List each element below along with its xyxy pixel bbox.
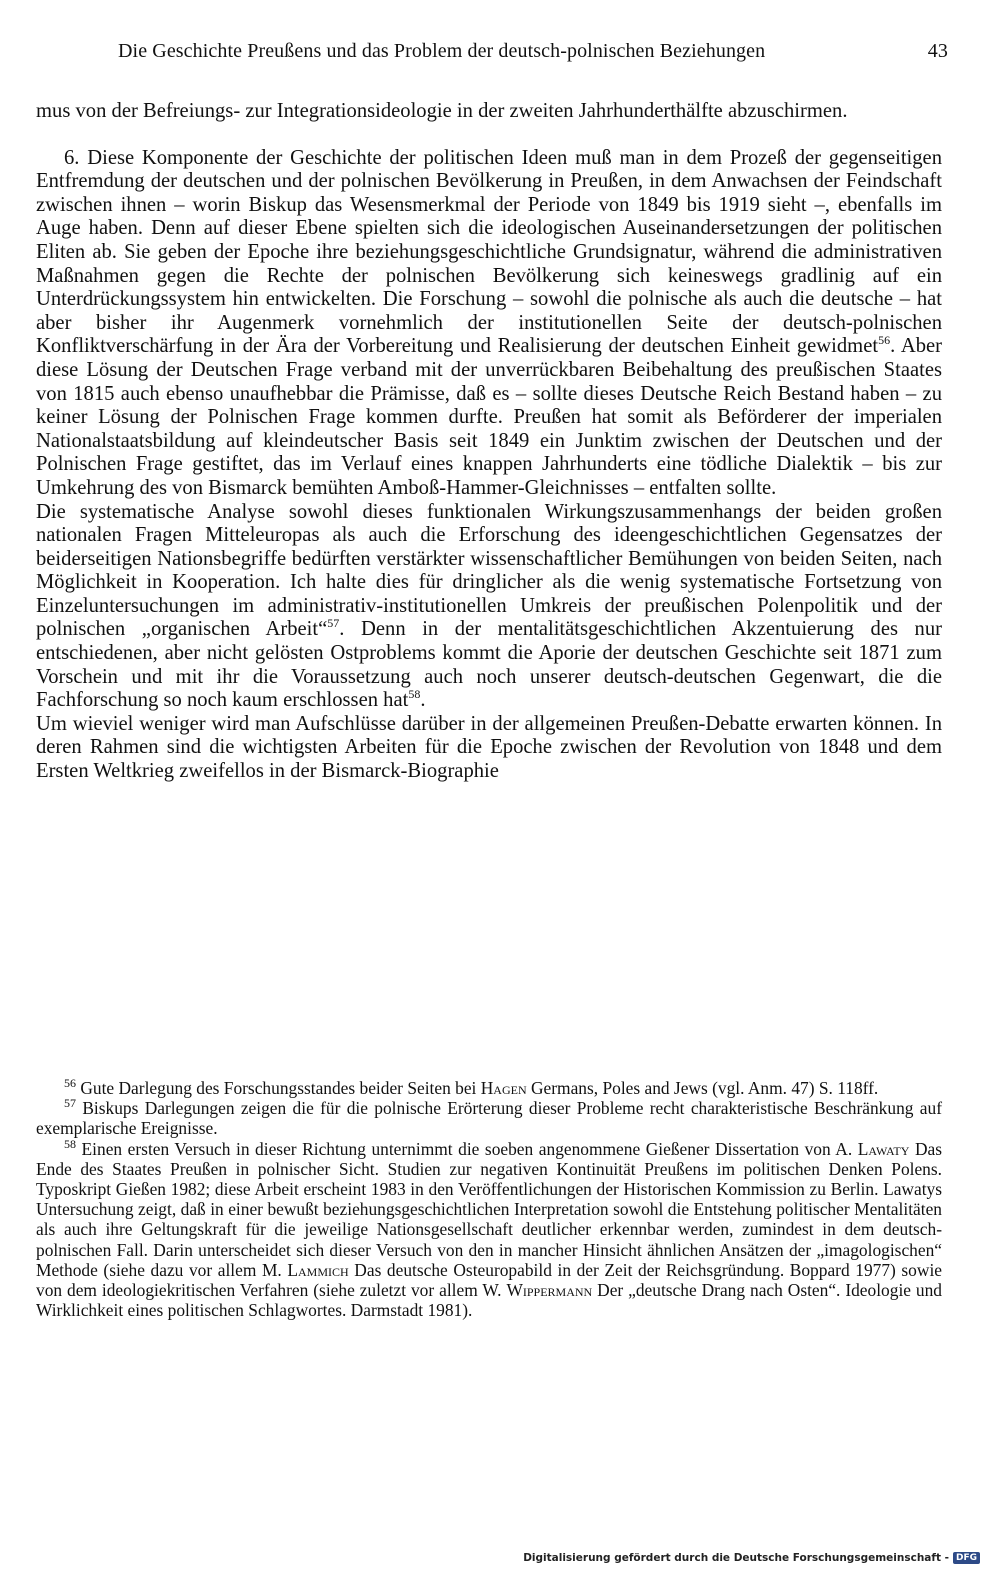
footnote-58-number: 58: [64, 1136, 76, 1151]
credit-text: Digitalisierung gefördert durch die Deutsche Forschungsgemeinschaft -: [523, 1552, 949, 1564]
running-title: Die Geschichte Preußens und das Problem der deutsch-polnischen Beziehungen: [118, 40, 766, 62]
footnote-58-text-a: Einen ersten Versuch in dieser Richtung unternimmt die soeben angenommene Gießener Dissertation von A.: [76, 1138, 858, 1159]
footnote-58-author-lammich: Lammich: [287, 1259, 349, 1280]
running-head: [118, 40, 948, 68]
footnote-56: [36, 1078, 942, 1098]
footnote-58-author-lawaty: Lawaty: [857, 1138, 910, 1159]
footnote-58-author-wippermann: Wippermann: [506, 1280, 593, 1301]
paragraph-4: [36, 713, 942, 784]
digitization-credit: [523, 1552, 980, 1564]
paragraph-1-text: mus von der Befreiungs- zur Integrationsideologie in der zweiten Jahrhunderthälfte abzuschirmen.: [36, 100, 848, 122]
footnote-56-text-a: Gute Darlegung des Forschungsstandes beider Seiten bei: [76, 1078, 481, 1098]
main-text: [36, 100, 942, 784]
section-6-text-b: . Aber diese Lösung der Deutschen Frage verband mit der unverrückbaren Beibehaltung des preußischen Staates von 1815 auch ebenso unaufhebbar die Prämisse, daß es – sollte dieses Deutsche Reich Bestand haben – zu keiner Lösung der Polnischen Frage kommen durfte. Preußen hat somit als Beförderer der imperialen Nationalstaatsbildung auf kleindeutscher Basis seit 1849 ein Junktim zwischen der Deutschen und der Polnischen Frage gestiftet, das im Verlauf eines knappen Jahrhunderts eine tödliche Dialektik – bis zur Umkehrung des von Bismarck bemühten Amboß-Hammer-Gleichnisses – entfalten sollte.: [36, 335, 943, 499]
footnote-56-number: 56: [64, 1076, 76, 1091]
footnote-58: [36, 1136, 943, 1321]
paragraph-1: [36, 100, 942, 124]
section-6-text-a: 6. Diese Komponente der Geschichte der politischen Ideen muß man in dem Prozeß der gegenseitigen Entfremdung der deutschen und der polnischen Bevölkerung in Preußen, in dem Anwachsen der Feindschaft zwischen ihnen – worin Biskup das Wesensmerkmal der Periode von 1849 bis 1919 sieht –, ebenfalls im Auge haben. Denn auf dieser Ebene spielten sich die ideologischen Auseinandersetzungen der politischen Eliten ab. Sie geben der Epoche ihre beziehungsgeschichtliche Grundsignatur, während die administrativen Maßnahmen gegen die Rechte der polnischen Bevölkerung sich keineswegs gradlinig auf ein Unterdrückungssystem hin entwickelten. Die Forschung – sowohl die polnische als auch die deutsche – hat aber bisher ihr Augenmerk vornehmlich der institutionellen Seite der deutsch-polnischen Konfliktverschärfung in der Ära der Vorbereitung und Realisierung der deutschen Einheit gewidmet: [36, 146, 942, 358]
footnote-56-author: Hagen: [480, 1078, 527, 1098]
page-number: 43: [927, 40, 948, 62]
footnote-57-number: 57: [64, 1096, 76, 1111]
footnote-58-text-c: Das deutsche Osteuropabild in der Zeit der Reichsgründung. Boppard 1977) sowie von dem ideologiekritischen Verfahren (siehe zuletzt vor allem W.: [36, 1259, 942, 1301]
footnote-58-text-b: Das Ende des Staates Preußen in polnischer Sicht. Studien zur negativen Kontinuität Preußens im politischen Denken Polens. Typoskript Gießen 1982; diese Arbeit erscheint 1983 in den Veröffentlichungen der Historischen Kommission zu Berlin. Lawatys Untersuchung zeigt, daß in einer bewußt beziehungsgeschichtlichen Interpretation sowohl die Entstehung politischer Mentalitäten als auch ihre Geltungskraft für die jeweilige Nationsgesellschaft deutlicher erkennbar werden, zumindest in dem deutsch-polnischen Fall. Darin unterscheidet sich dieser Versuch von den in mancher Hinsicht ähnlichen Ansätzen der „imagologischen“ Methode (siehe dazu vor allem M.: [36, 1138, 942, 1280]
footnote-ref-57[interactable]: 57: [327, 616, 340, 631]
footnote-58-text-d: Der „deutsche Drang nach Osten“. Ideologie und Wirklichkeit eines politischen Schlagwortes. Darmstadt 1981).: [36, 1280, 943, 1321]
footnotes: [36, 1078, 942, 1320]
dfg-logo-icon: DFG: [953, 1552, 980, 1564]
footnote-57: [36, 1098, 942, 1138]
footnote-ref-56[interactable]: 56: [878, 333, 891, 348]
paragraph-3-text-b: . Denn in der mentalitätsgeschichtlichen Akzentuierung des nur entschiedenen, aber nicht gelösten Ostproblems kommt die Aporie der deutschen Geschichte seit 1871 zum Vorschein und mit ihr die Voraussetzung auch noch unserer deutsch-deutschen Gegenwart, die die Fachforschung so noch kaum erschlossen hat: [36, 618, 943, 712]
footnote-56-text-b: Germans, Poles and Jews (vgl. Anm. 47) S. 118ff.: [526, 1078, 879, 1098]
paragraph-3-text-c: .: [420, 689, 426, 712]
section-6-paragraph: [36, 147, 942, 501]
footnote-ref-58[interactable]: 58: [408, 687, 421, 702]
paragraph-3-text-a: Die systematische Analyse sowohl dieses funktionalen Wirkungszusammenhangs der beiden großen nationalen Fragen Mitteleuropas als auch die Erforschung des ideengeschichtlichen Gegensatzes der beiderseitigen Nationsbegriffe bedürften verstärkter wissenschaftlicher Bemühungen von beiden Seiten, nach Möglichkeit in Kooperation. Ich halte dies für dringlicher als die wenig systematische Fortsetzung von Einzeluntersuchungen im administrativ-institutionellen Umkreis der preußischen Polenpolitik und der polnischen „organischen Arbeit“: [36, 500, 942, 641]
footnote-57-text: Biskups Darlegungen zeigen die für die polnische Erörterung dieser Probleme recht charakteristische Beschränkung auf exemplarische Ereignisse.: [36, 1098, 942, 1139]
paragraph-4-text: Um wieviel weniger wird man Aufschlüsse darüber in der allgemeinen Preußen-Debatte erwarten können. In deren Rahmen sind die wichtigsten Arbeiten für die Epoche zwischen der Revolution von 1848 und dem Ersten Weltkrieg zweifellos in der Bismarck-Biographie: [36, 712, 942, 783]
paragraph-3: [36, 501, 942, 713]
